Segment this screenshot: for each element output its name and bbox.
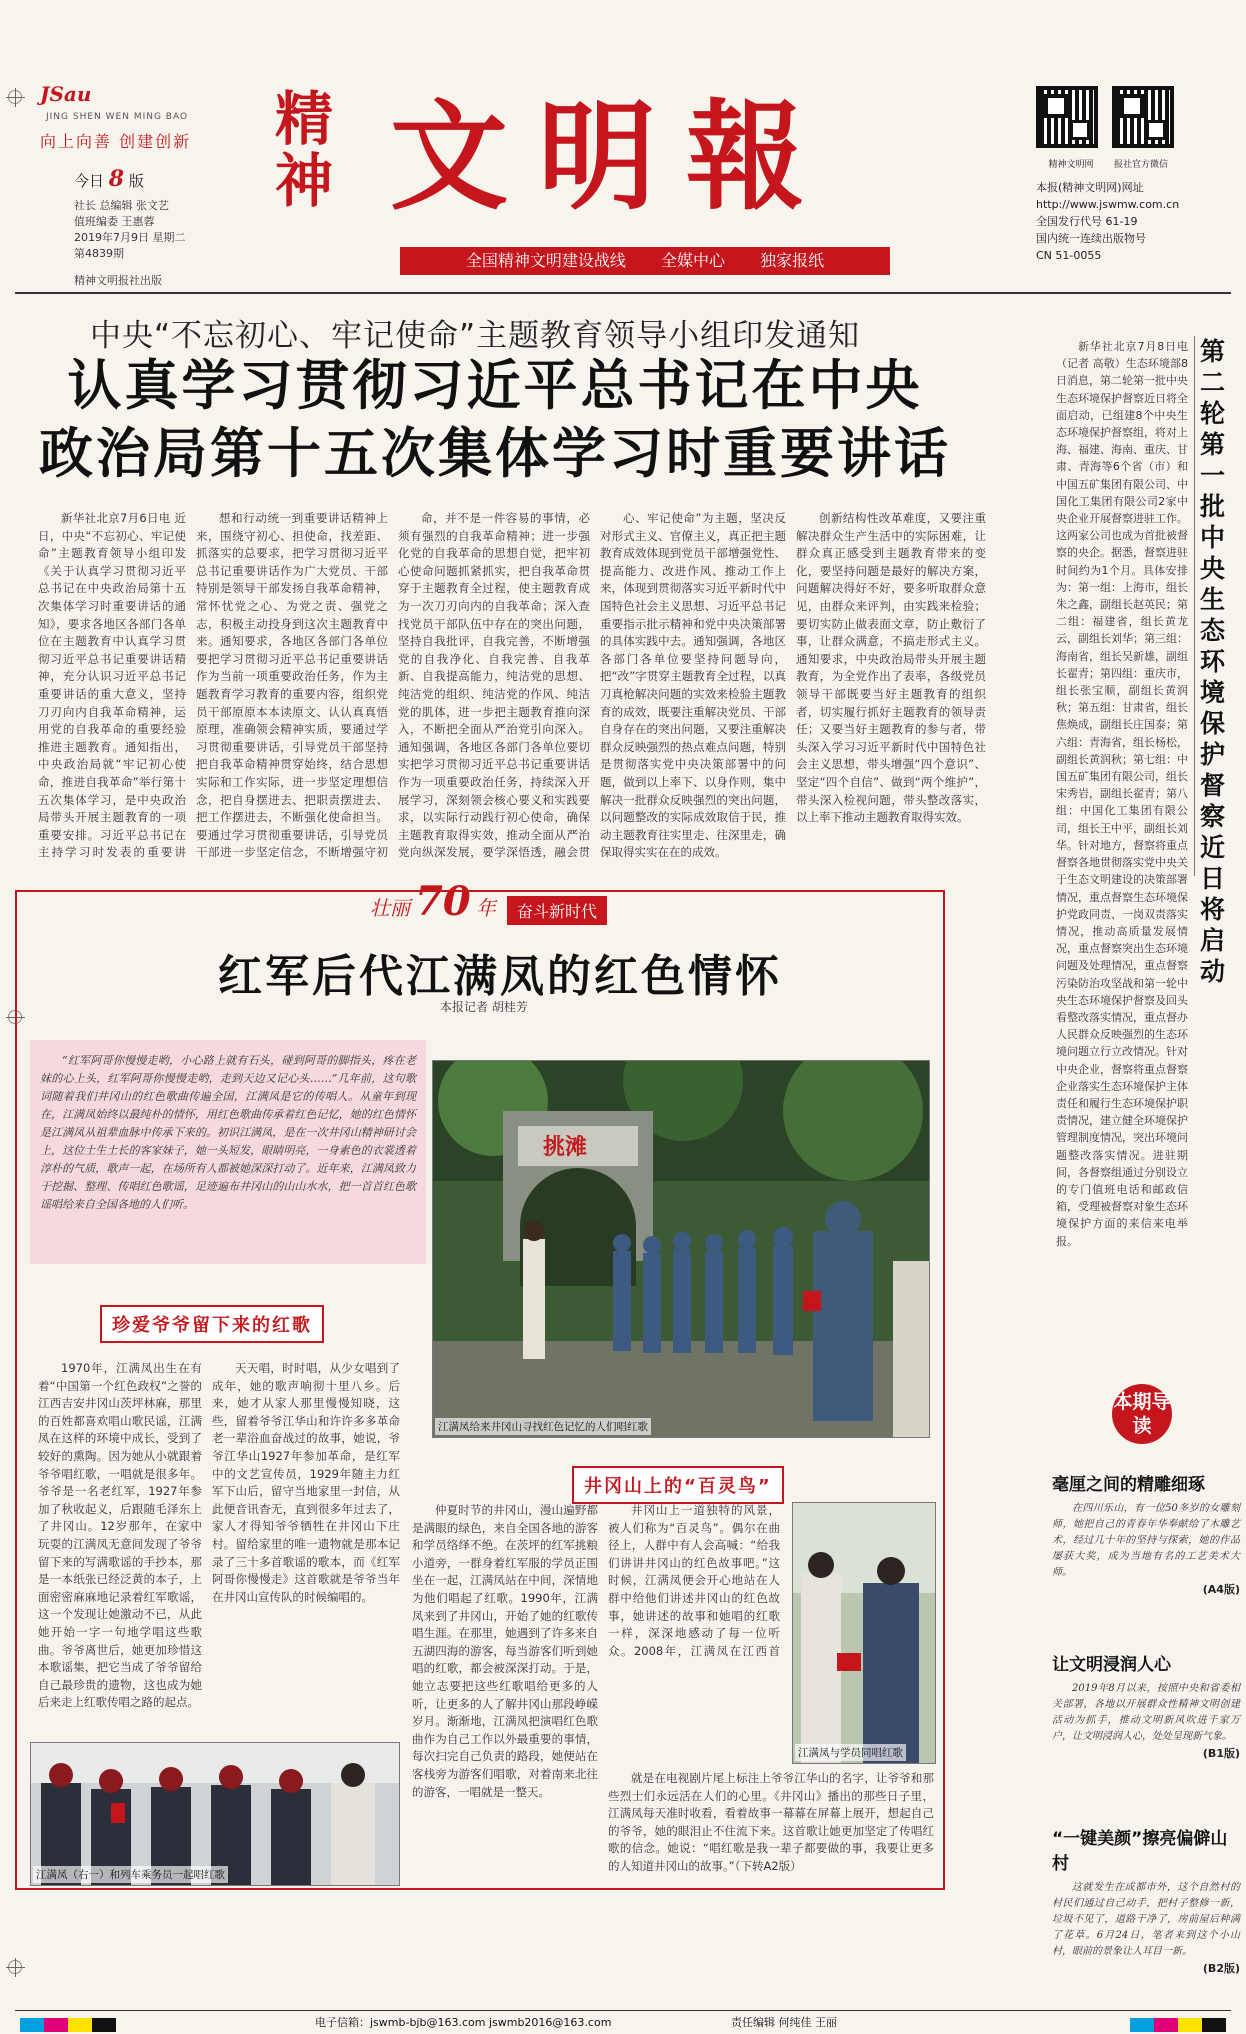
masthead-meta: 社长 总编辑 张文艺 值班编委 王惠蓉 2019年7月9日 星期二 第4839期 <box>74 198 210 262</box>
color-swatch <box>1130 2018 1154 2032</box>
guide-item[interactable]: 毫厘之间的精雕细琢 在四川乐山，有一位50多岁的女雕刻师，她把自己的青春年华奉献给了木雕艺术，经过几十年的坚持与探索，她的作品屡获大奖，成为当地有名的工艺美术大师。 (A4版) <box>1052 1475 1240 1596</box>
lead-column-5: 创新结构性改革难度，又要注重解决群众生产生活中的实际困难，让群众真正感受到主题教育带来的变化，要坚持问题是最好的解决方案，问题解决得好不好，要多听取群众意见，由群众来评判，由实践来检验；要切实防止做表面文章，防止敷衍了事，让群众满意，不搞走形式主义。通知要求，中央政治局带头开展主题教育，为全党作出了表率，各级党员领导干部既要当好主题教育的组织者，切实履行抓好主题教育的领导责任；又要当好主题教育的参与者，带头深入学习习近平新时代中国特色社会主义思想，带头增强“四个意识”、坚定“四个自信”、做到“两个维护”，带头深入检视问题，带头整改落实，以上率下推动主题教育取得实效。 <box>796 511 986 825</box>
photo-train-svg <box>31 1743 400 1886</box>
photo-arch-red-song <box>432 1060 930 1438</box>
feature-column-3: 仲夏时节的井冈山，漫山遍野都是满眼的绿色，来自全国各地的游客和学员络绎不绝。在茨坪的红军挑粮小道旁，一群身着红军服的学员正围坐在一起，江满凤站在中间，深情地为他们唱起了红歌。1990年，江满凤来到了井冈山，开始了她的红歌传唱生涯。在那里，她遇到了许多来自五湖四海的游客，每当游客们听到她唱的红歌，都会被深深打动。于是，她立志要把这些红歌唱给更多的人听，让更多的人了解井冈山那段峥嵘岁月。渐渐地，江满凤把演唱红色歌曲作为自己工作以外最重要的事情，每次扫完自己负责的路段，她便站在客栈旁为游客们唱歌，对着南来北往的游客，一唱就是一整天。 <box>412 1503 598 1799</box>
color-swatch <box>1202 2018 1226 2032</box>
site-url[interactable]: http://www.jswmw.com.cn <box>1036 198 1180 211</box>
guide-item[interactable]: 让文明浸润人心 2019年8月以来，按照中央和省委相关部署，各地以开展群众性精神文明创建活动为抓手，推动文明新风吹进千家万户，让文明浸润人心，处处呈现新气象。 (B1版) <box>1052 1655 1240 1760</box>
registration-mark <box>8 1960 22 1974</box>
photo-caption: 江满凤与学员同唱红歌 <box>795 1744 906 1761</box>
registration-mark <box>8 90 22 104</box>
publisher: 精神文明报社出版 <box>74 274 162 287</box>
masthead-rule <box>15 292 1231 294</box>
guide-item[interactable]: “一键美颜”擦亮偏僻山村 这就发生在成都市外，这个自然村的村民们通过自己动手，把村子整修一新，垃圾不见了，道路干净了，房前屋后种满了花草。6月24日，笔者来到这个小山村，眼前的景象让人耳目一新。 (B2版) <box>1052 1829 1240 1975</box>
nameplate-small-chars: 精神 <box>275 85 334 215</box>
footer-editors: 责任编辑 何纯佳 王丽 <box>731 2016 837 2029</box>
newspaper-logo: JSau <box>40 82 92 106</box>
color-swatch <box>1178 2018 1202 2032</box>
feature-column-1: 1970年，江满凤出生在有着“中国第一个红色政权”之誉的江西吉安井冈山茨坪林麻，那里的百姓都喜欢唱山歌民谣，江满凤在这样的环境中成长，受到了较好的熏陶。因为她从小就跟着爷爷唱红歌，一唱就是很多年。爷爷是一名老红军，1927年参加了秋收起义，后跟随毛泽东上了井冈山。12岁那年，在家中玩耍的江满凤无意间发现了爷爷留下来的写满歌谣的手抄本，那是一本纸张已经泛黄的本子，上面密密麻麻地记录着红军歌谣，这一个发现让她激动不已，从此她开始一字一句地学唱这些歌曲。爷爷离世后，她更加珍惜这本歌谣集，把它当成了爷爷留给自己最珍贵的遗物，这也成为她后来走上红歌传唱之路的起点。 <box>38 1361 202 1710</box>
lead-column-4: 心、牢记使命”为主题，坚决反对形式主义、官僚主义，真正把主题教育成效体现到党员干部增强党性、提高能力、改进作风、推动工作上来，体现到贯彻落实习近平新时代中国特色社会主义思想、习近平总书记重要指示批示精神和党中央决策部署的具体实践中去。通知强调，各地区各部门各单位要坚持问题导向，把“改”字贯穿主题教育全过程，以真刀真枪解决问题的实效来检验主题教育的成效，既要注重解决党员、干部自身存在的突出问题，又要注重解决群众反映强烈的热点难点问题，特别是贯彻落实党中央决策部署中的问题，做到以上率下、以身作则，集中解决一批群众反映强烈的突出问题，以问题整改的实际成效取信于民，推动主题教育往实里走、往深里走，确保取得实实在在的成效。 <box>600 511 786 860</box>
qr-code-icon[interactable] <box>1036 86 1098 148</box>
color-swatch <box>1154 2018 1178 2032</box>
photo-arch-svg <box>433 1061 930 1438</box>
feature-column-2: 天天唱，时时唱，从少女唱到了成年，她的歌声响彻十里八乡。后来，她才从家人那里慢慢知晓，这些，留着爷爷江华山和许许多多革命老一辈浴血奋战过的故事，她说，爷爷江华山1927年参加革命，是红军中的文艺宣传员，1929年随主力红军下山后，留守当地家里一封信，从此便音讯杳无，直到很多年过去了，家人才得知爷爷牺牲在井冈山下庄村。留给家里的唯一遗物就是那本记录了三十多首歌谣的歌本，而《红军阿哥你慢慢走》这首歌就是爷爷当年在井冈山宣传队的时候编唱的。 <box>212 1361 400 1604</box>
color-swatch <box>20 2018 44 2032</box>
masthead-left <box>40 82 210 288</box>
footer-rule <box>15 2010 1231 2011</box>
logo-pinyin: JING SHEN WEN MING BAO <box>46 112 189 122</box>
color-swatch <box>44 2018 68 2032</box>
tagline-bar: 全国精神文明建设战线 全媒中心 独家报纸 <box>400 247 890 275</box>
slogan: 向上向善 创建创新 <box>40 132 192 151</box>
photo-train-crew <box>30 1742 400 1886</box>
today-pages: 今日 8 版 <box>74 166 144 192</box>
photo-student-svg <box>793 1503 936 1764</box>
photo-caption: 江满凤给来井冈山寻找红色记忆的人们唱红歌 <box>435 1418 651 1435</box>
issue-date: 2019年7月9日 星期二 <box>74 231 186 244</box>
lead-column-3: 命，并不是一件容易的事情，必须有强烈的自我革命精神；进一步强化党的自我革命的思想自觉，把牢初心使命问题抓紧抓实，把自我革命贯穿于主题教育全过程，使主题教育成为一次刀刃向内的自我革命；深入查找党员干部队伍中存在的突出问题，坚持自我批评，自我完善，不断增强党的自我净化、自我完善、自我革新、自我提高能力，纯洁党的思想、纯洁党的组织、纯洁党的作风、纯洁党的肌体，进一步把主题教育推向深入，不断把全面从严治党引向深入。通知强调，各地区各部门各单位要切实把学习贯彻习近平总书记重要讲话作为一项重要政治任务，持续深入开展学习，深刻领会核心要义和实践要求，以实际行动践行初心使命，确保主题教育取得实效，推动全面从严治党向纵深发展，要学深悟透，融会贯 <box>398 511 590 860</box>
issue-guide <box>1052 1391 1240 2010</box>
lead-headline: 认真学习贯彻习近平总书记在中央 政治局第十五次集体学习时重要讲话 <box>39 354 951 485</box>
footer-email[interactable]: 电子信箱：jswmb-bjb@163.com jswmb2016@163.com <box>315 2016 612 2029</box>
guide-badge: 本期导读 <box>1112 1384 1172 1444</box>
anniversary-band: 壮丽 70 年 奋斗新时代 <box>370 878 607 914</box>
feature-byline: 本报记者 胡桂芳 <box>440 1000 528 1014</box>
lead-column-2: 想和行动统一到重要讲话精神上来，围绕守初心、担使命，找差距、抓落实的总要求，把学习贯彻习近平总书记重要讲话作为广大党员、干部特别是领导干部发扬自我革命精神，常怀忧党之心、为党之责、强党之志，积极主动投身到这次主题教育中来。通知要求，各地区各部门各单位要把学习贯彻习近平总书记重要讲话作为当前一项重要政治任务，作为主题教育学习教育的重要内容，组织党员干部原原本本读原文、认认真真悟原理，准确领会精神实质，要通过学习贯彻重要讲话，引导党员干部坚持把自我革命精神贯穿始终，结合思想实际和工作实际，进一步坚定理想信念，把自身摆进去、把职责摆进去、把工作摆进去，不断强化使命担当。要通过学习贯彻重要讲话，引导党员干部进一步坚定信念，不断增强守初 <box>196 511 388 860</box>
photo-student-red-song <box>792 1502 936 1764</box>
photo-caption: 江满凤（右一）和列车乘务员一起唱红歌 <box>33 1866 228 1883</box>
feature-lead-box: “红军阿哥你慢慢走哟，小心路上就有石头，碰到阿哥的脚指头，疼在老妹的心上头，红军阿哥你慢慢走哟，走到天边又记心头……”几年前，这句歌词随着我们井冈山的红色歌曲传遍全国，江满凤是它的传唱人。从童年到现在，江满凤始终以最纯朴的情怀，用红色歌曲传承着红色记忆，她的红色情怀是江满凤从祖辈血脉中传承下来的。初识江满凤，是在一次井冈山精神研讨会上，这位土生土长的客家妹子，她一头短发，眼睛明亮，一身素色的衣裳透着淳朴的气质，歌声一起，在场所有人都被她深深打动了。近年来，江满凤致力于挖掘、整理、传唱红色歌谣，足迹遍布井冈山的山山水水，把一首首红色歌谣唱给来自全国各地的人们听。 <box>30 1040 426 1264</box>
color-swatch <box>68 2018 92 2032</box>
color-swatch <box>92 2018 116 2032</box>
right-vertical-headline: 第二轮第一批中央生态环境保护督察近日将启动 <box>1200 337 1226 986</box>
subhead-grandpa-songs: 珍爱爷爷留下来的红歌 <box>100 1305 324 1343</box>
newspaper-nameplate <box>270 82 960 242</box>
column-divider <box>1194 336 1195 876</box>
page-footer <box>15 2014 1231 2030</box>
masthead-right: 精神文明网 报社官方微信 本报(精神文明网)网址 http://www.jswmw.com.cn 全国发行代号 61-19 国内统一连续出版物号 CN 51-0055 <box>1036 86 1216 264</box>
subhead-lark: 井冈山上的“百灵鸟” <box>572 1466 784 1504</box>
feature-column-4: 井冈山上一道独特的风景，被人们称为“百灵鸟”。偶尔在曲径上，人群中有人会高喊：“给我们讲讲井冈山的红色故事吧。”这时候，江满凤便会开心地站在人群中给他们讲述井冈山的红色故事，她讲述的故事和她唱的红歌一样，深深地感动了每一位听众。2008年，江满凤在江西首 <box>608 1503 780 1658</box>
qr-code-icon[interactable] <box>1112 86 1174 148</box>
feature-column-5: 就是在电视剧片尾上标注上爷爷江华山的名字，让爷爷和那些烈士们永远活在人们的心里。《井冈山》播出的那些日子里，江满凤每天准时收看，看着故事一幕幕在屏幕上展开，想起自己的爷爷，她的眼泪止不住流下来。这首歌让她更加坚定了传唱红歌的信念。她说：“唱红歌是我一辈子都要做的事，我要让更多的人知道井冈山的故事。”（下转A2版） <box>608 1771 934 1873</box>
publication-info: 本报(精神文明网)网址 http://www.jswmw.com.cn 全国发行代号 61-19 国内统一连续出版物号 CN 51-0055 <box>1036 179 1216 264</box>
feature-title: 红军后代江满凤的红色情怀 <box>218 951 782 1002</box>
nameplate-big-chars: 文明報 <box>390 87 835 226</box>
lead-kicker: 中央“不忘初心、牢记使命”主题教育领导小组印发通知 <box>90 318 861 354</box>
issue-number: 第4839期 <box>74 247 124 260</box>
right-column-body: 新华社北京7月8日电（记者 高敬）生态环境部8日消息，第二轮第一批中央生态环境保护督察近日将全面启动，已组建8个中央生态环境保护督察组，将对上海、福建、海南、重庆、甘肃、青海等6个省（市）和中国五矿集团有限公司、中国化工集团有限公司2家中央企业开展督察进驻工作。这两家公司也成为首批被督察的央企。据悉，督察进驻时间约为1个月。具体安排为：第一组：上海市，组长朱之鑫，副组长赵英民；第二组：福建省，组长黄龙云，副组长刘华；第三组：海南省，组长吴新雄，副组长翟青；第四组：重庆市，组长张宝顺，副组长黄润秋；第五组：甘肃省，组长焦焕成，副组长庄国泰；第六组：青海省，组长杨松，副组长黄润秋；第七组：中国五矿集团有限公司，组长宋秀岩，副组长翟青；第八组：中国化工集团有限公司，组长王中平，副组长刘华。针对地方，督察将重点督察各地贯彻落实党中央关于生态文明建设的决策部署情况，重点督察生态环境保护党政同责、一岗双责落实情况，推动高质量发展情况，重点督察突出生态环境问题及处理情况，重点督察污染防治攻坚战和第一轮中央生态环境保护督察及回头看整改落实情况，重点督办人民群众反映强烈的生态环境问题立行立改情况。针对中央企业，督察将重点督察企业落实生态环境保护主体责任和履行生态环境保护职责情况，建立健全环境保护管理制度情况，突出环境问题整改落实情况。进驻期间，各督察组通过分别设立的专门值班电话和邮政信箱，受理被督察对象生态环境保护方面的来信来电举报。 <box>1056 340 1188 1248</box>
arch-sign-text: 挑滩 <box>543 1134 588 1160</box>
lead-column-1: 新华社北京7月6日电 近日，中央“不忘初心、牢记使命”主题教育领导小组印发《关于认真学习贯彻习近平总书记在中央政治局第十五次集体学习时重要讲话的通知》，要求各地区各部门各单位在主题教育中认真学习贯彻习近平总书记重要讲话精神，充分认识习近平总书记重要讲话的重大意义，坚持刀刃向内自我革命精神，运用党的自我革命的重要经验推进主题教育。通知指出，中央政治局就“牢记初心使命，推进自我革命”举行第十五次集体学习，是中央政治局带头开展主题教育的一项重要安排。习近平总书记在主持学习时发表的重要讲 <box>38 511 186 860</box>
